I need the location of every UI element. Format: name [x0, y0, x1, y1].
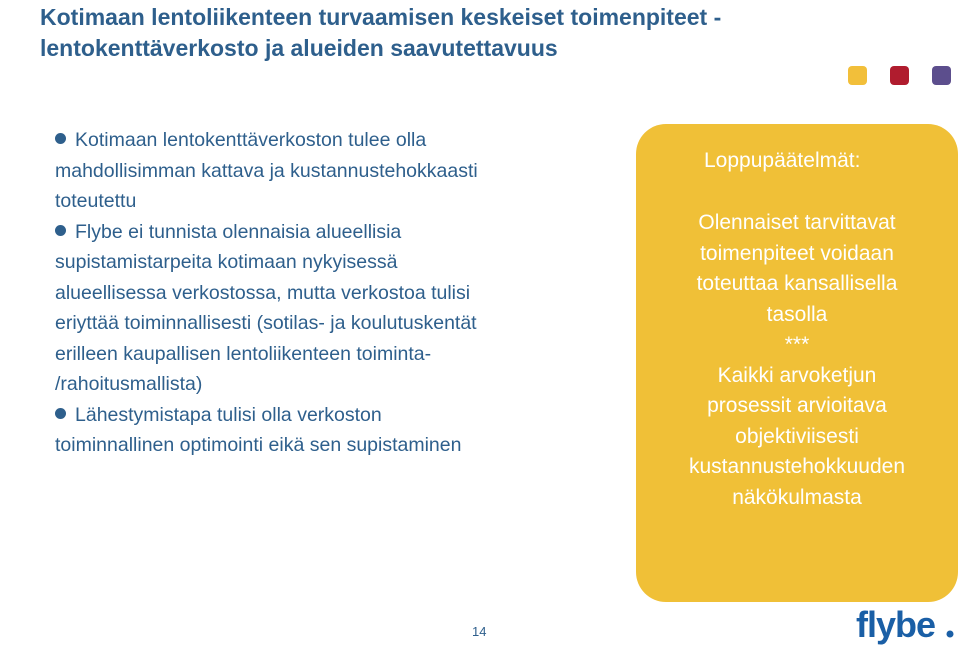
bullet-item: [55, 400, 615, 461]
conclusion-line: toteuttaa kansallisella: [696, 272, 898, 295]
conclusion-line: kustannustehokkuuden: [689, 455, 905, 478]
bullet-list: [55, 125, 615, 461]
bullet-line: /rahoitusmallista): [55, 373, 203, 395]
bullet-item: [55, 217, 615, 400]
bullet-line: eriyttää toiminnallisesti (sotilas- ja koulutuskentät: [55, 312, 477, 334]
conclusion-line: objektiviisesti: [735, 424, 859, 448]
conclusion-line: tasolla: [766, 302, 828, 326]
flybe-logo-dot-icon: [947, 631, 954, 638]
bullet-icon: [55, 408, 66, 419]
bullet-line: mahdollisimman kattava ja kustannustehokkaasti: [55, 159, 478, 182]
bullet-line: Flybe ei tunnista olennaisia alueellisia: [75, 220, 402, 243]
bullet-item: [55, 125, 615, 217]
slide-title-line-1: Kotimaan lentoliikenteen turvaamisen keskeiset toimenpiteet -: [40, 4, 722, 30]
bullet-line: erilleen kaupallisen lentoliikenteen toiminta-: [55, 342, 432, 365]
slide-title-line-2: lentokenttäverkosto ja alueiden saavutettavuus: [40, 35, 558, 61]
bullet-line: Lähestymistapa tulisi olla verkoston: [75, 403, 382, 426]
bullet-line: alueellisessa verkostossa, mutta verkostoa tulisi: [55, 281, 471, 304]
flybe-logo: [856, 603, 956, 655]
conclusion-line: Kaikki arvoketjun: [717, 363, 877, 387]
bullet-icon: [55, 225, 66, 236]
conclusion-line: Olennaiset tarvittavat: [698, 211, 896, 234]
bullet-line: Kotimaan lentokenttäverkoston tulee olla: [75, 129, 427, 151]
conclusion-body: [636, 208, 958, 513]
bullet-line: toiminnallinen optimointi eikä sen supistaminen: [55, 434, 462, 456]
conclusion-line: toimenpiteet voidaan: [700, 241, 894, 265]
accent-square-purple: [932, 66, 951, 85]
bullet-line: toteutettu: [55, 190, 137, 212]
conclusion-separator: ***: [784, 333, 810, 356]
conclusion-heading: Loppupäätelmät:: [704, 149, 861, 172]
accent-square-red: [890, 66, 909, 85]
bullet-line: supistamistarpeita kotimaan nykyisessä: [55, 251, 398, 273]
conclusion-line: näkökulmasta: [732, 485, 862, 509]
accent-square-yellow: [848, 66, 867, 85]
bullet-icon: [55, 133, 66, 144]
slide-title: [40, 2, 900, 64]
conclusion-box: [636, 124, 958, 602]
conclusion-line: prosessit arvioitava: [707, 394, 887, 417]
flybe-logo-text: flybe: [856, 604, 936, 645]
page-number: 14: [472, 624, 487, 639]
